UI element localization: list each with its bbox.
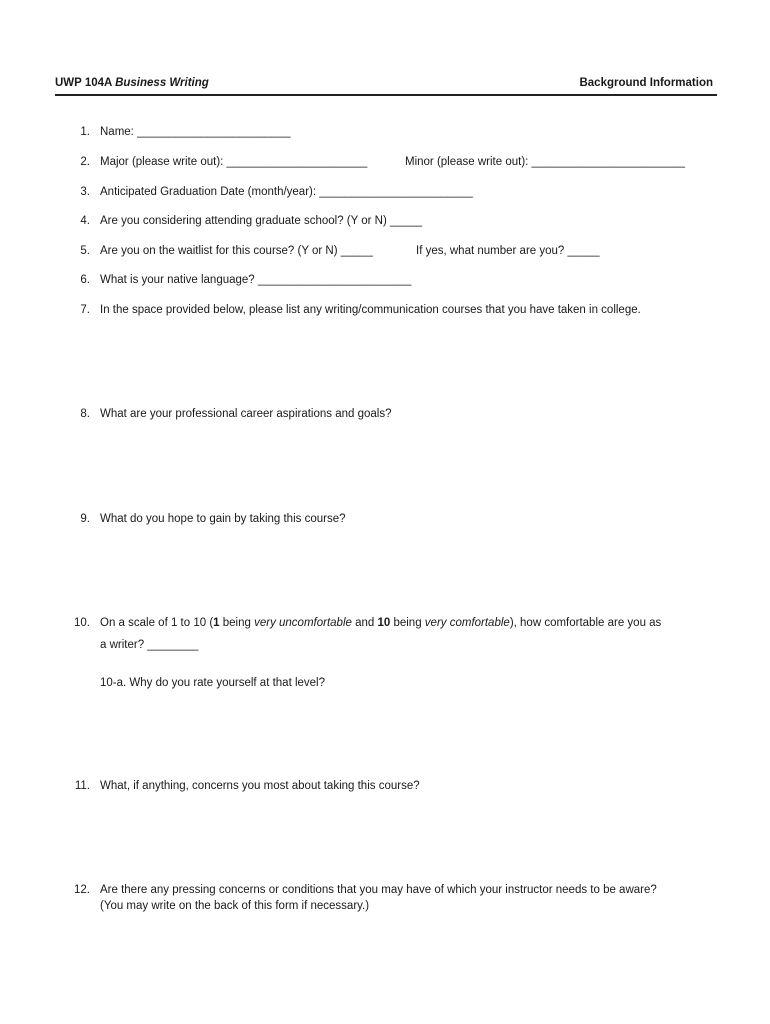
text-run: and [351,617,378,629]
writer-rating-field[interactable]: a writer? ________ [100,639,199,651]
question-text: What do you hope to gain by taking this course? [100,513,346,525]
waitlist-number-field[interactable]: If yes, what number are you? _____ [416,245,600,257]
scale-min-label: very uncomfortable [254,617,352,629]
question-number: 3. [80,186,90,198]
text-run: being [390,617,425,629]
native-language-field[interactable]: What is your native language? ________________________ [100,274,412,286]
question-text: What, if anything, concerns you most about taking this course? [100,780,420,792]
minor-field[interactable]: Minor (please write out): ________________________ [405,156,686,168]
question-number: 12. [74,884,90,896]
course-name: Business Writing [115,77,209,89]
question-number: 8. [80,408,90,420]
text-run: being [219,617,255,629]
question-text: In the space provided below, please list any writing/communication courses that you have taken in college. [100,304,641,316]
course-code: UWP 104A [55,77,116,89]
question-number: 10. [74,617,90,629]
waitlist-field[interactable]: Are you on the waitlist for this course? (Y or N) _____ [100,245,373,257]
question-number: 4. [80,215,90,227]
question-note: (You may write on the back of this form if necessary.) [100,900,370,912]
question-text [100,615,720,631]
question-number: 7. [80,304,90,316]
grad-school-field[interactable]: Are you considering attending graduate school? (Y or N) _____ [100,215,422,227]
question-number: 5. [80,245,90,257]
graduation-date-field[interactable]: Anticipated Graduation Date (month/year): ________________________ [100,186,473,198]
question-number: 6. [80,274,90,286]
question-text: What are your professional career aspirations and goals? [100,408,392,420]
question-number: 2. [80,156,90,168]
question-number: 11. [74,780,90,792]
sub-question-10a: 10-a. Why do you rate yourself at that level? [100,677,326,689]
question-number: 1. [80,126,90,138]
course-title [55,77,209,89]
scale-min: 1 [213,617,220,629]
major-field[interactable]: Major (please write out): ______________________ [100,156,368,168]
page-header [55,76,717,96]
question-number: 9. [80,513,90,525]
scale-max-label: very comfortable [424,617,510,629]
text-run: ), how comfortable are you as [509,617,662,629]
document-title: Background Information [579,77,713,89]
question-text: Are there any pressing concerns or conditions that you may have of which your instructor needs to be aware? [100,884,657,896]
name-field[interactable]: Name: ________________________ [100,126,291,138]
text-run: On a scale of 1 to 10 ( [100,617,214,629]
scale-max: 10 [377,617,391,629]
